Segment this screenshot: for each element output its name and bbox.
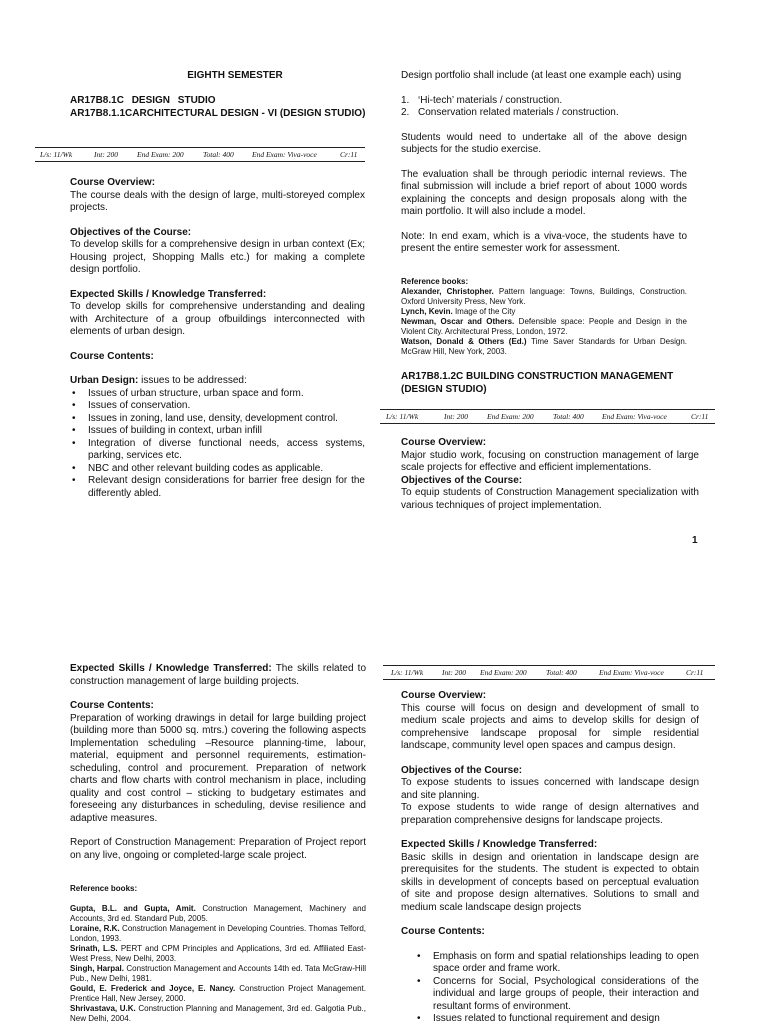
list-item: • Concerns for Social, Psychological considerations of the individual and large groups of people, their interaction and resultant forms of environment.: [415, 976, 699, 1014]
list-item: • Issues in zoning, land use, density, development control.: [70, 413, 365, 426]
objectives-text: To develop skills for a comprehensive design in urban context (Ex; Housing project, Shopping Malls etc.) for making a complete design portfolio.: [70, 239, 365, 275]
refs-heading: Reference books:: [401, 277, 469, 286]
left-column-1: [70, 177, 365, 500]
reference-item: Shrivastava, U.K. Construction Planning and Management, 3rd ed. Galgotia Pub., New Delhi, 2004.: [70, 1004, 366, 1023]
report-text: Report of Construction Management: Preparation of Project report on any live, ongoing or completed-large scale project.: [70, 837, 366, 861]
skills-text: To develop skills for comprehensive understanding and dealing with Architecture of a group ofbuildings interconnected with elements of urban design.: [70, 301, 365, 337]
course2-title: AR17B8.1.2C BUILDING CONSTRUCTION MANAGEMENT (DESIGN STUDIO): [401, 371, 674, 395]
credit-end-exam: End Exam: 200: [487, 412, 534, 421]
overview-text: This course will focus on design and development of small to medium scale projects and aims to develop skills for design of comprehensive landscape proposal for simple residential landscape, community level open spaces and campus design.: [401, 702, 699, 751]
reference-item: Lynch, Kevin. Image of the City: [401, 307, 516, 316]
skills-para: [70, 663, 366, 688]
list-item: • Integration of diverse functional needs, access systems, parking, services etc.: [70, 438, 365, 463]
note-text: Note: In end exam, which is a viva-voce, the students have to present the entire semester work for assessment.: [401, 230, 687, 254]
reference-item: Gould, E. Frederick and Joyce, E. Nancy. Construction Project Management. Prentice Hall, New Jersey, 2000.: [70, 984, 366, 1003]
reference-item: Alexander, Christopher. Pattern language: Towns, Buildings, Construction. Oxford University Press, New York.: [401, 287, 687, 306]
skills-heading: Expected Skills / Knowledge Transferred:: [401, 839, 598, 850]
overview-heading: Course Overview:: [70, 177, 156, 188]
right-column-2: [401, 690, 699, 1026]
overview-text: The course deals with the design of large, multi-storeyed complex projects.: [70, 189, 365, 213]
credit-viva: End Exam: Viva-voce: [252, 150, 317, 159]
portfolio-list: [401, 95, 687, 120]
c2-objectives-text: To equip students of Construction Management specialization with various techniques of project implementation.: [401, 487, 699, 511]
overview-heading: Course Overview:: [401, 690, 487, 701]
credit-viva: End Exam: Viva-voce: [599, 668, 664, 677]
page-number: 1: [692, 535, 698, 546]
c2-overview-heading: Course Overview:: [401, 437, 487, 448]
list-item: • Issues of building in context, urban infill: [70, 425, 365, 438]
contents-text: Preparation of working drawings in detail for large building project (building more than 5000 sq. mtrs.) covering the following aspects Implementation scheduling –Resource planning-time, labour, material, equipment and personnel requirements, estimation-scheduling, control and procurement. Preparation of network charts and flow charts with control mechanism in place, including quality and cost control – sticking to budgetary estimates and foreseeing any disturbances in scheduling, devise resilience and adaptive measures.: [70, 712, 366, 824]
credits-bar: [380, 409, 715, 424]
credit-cr: Cr:11: [686, 668, 704, 677]
credits-bar: [35, 147, 365, 162]
right-column-1: [401, 70, 687, 256]
skills-text: The skills related to construction management of large building projects.: [70, 663, 367, 687]
credits-bar: [383, 665, 715, 680]
credit-lts: L/s: 11/Wk: [40, 150, 73, 159]
semester-title: EIGHTH SEMESTER: [187, 70, 283, 81]
credit-cr: Cr:11: [340, 150, 358, 159]
list-item: • NBC and other relevant building codes as applicable.: [70, 463, 365, 476]
list-item: • Relevant design considerations for barrier free design for the differently abled.: [70, 475, 365, 500]
left-column-2: [70, 663, 366, 862]
list-item: • Issues of urban structure, urban space and form.: [70, 388, 365, 401]
contents-heading: Course Contents:: [401, 926, 485, 937]
contents-heading: Course Contents:: [70, 350, 154, 362]
credit-lts: L/s: 11/Wk: [391, 668, 424, 677]
skills-text: Basic skills in design and orientation in landscape design are prerequisites for the students. The student is expected to obtain skills in development of concepts based on perceptual evaluation of site and propose design alternatives. Solutions to small and medium scale landscape design projects: [401, 851, 699, 913]
skills-heading: Expected Skills / Knowledge Transferred:: [70, 288, 267, 300]
credit-int: Int: 200: [444, 412, 468, 421]
landscape-issues-list: [401, 951, 699, 1026]
credit-viva: End Exam: Viva-voce: [602, 412, 667, 421]
urban-design-label: Urban Design:: [70, 375, 139, 386]
credit-end-exam: End Exam: 200: [480, 668, 527, 677]
credit-int: Int: 200: [94, 150, 118, 159]
reference-item: Watson, Donald & Others (Ed.) Time Saver Standards for Urban Design. McGraw Hill, New York, 2003.: [401, 337, 687, 356]
list-item: 1. ‘Hi-tech’ materials / construction.: [401, 94, 563, 106]
reference-item: Singh, Harpal. Construction Management and Accounts 14th ed. Tata McGraw-Hill Pub., New Delhi, 1981.: [70, 964, 366, 983]
students-text: Students would need to undertake all of the above design subjects for the studio exercise.: [401, 131, 687, 155]
urban-design-text: issues to be addressed:: [138, 375, 247, 386]
credit-cr: Cr:11: [691, 412, 709, 421]
urban-issues-list: [70, 388, 365, 501]
urban-design-line: [70, 375, 365, 388]
list-item: • Emphasis on form and spatial relationships leading to open space order and frame work.: [415, 951, 699, 976]
objectives-heading: Objectives of the Course:: [401, 764, 523, 776]
objectives-heading: Objectives of the Course:: [70, 226, 192, 238]
credit-end-exam: End Exam: 200: [137, 150, 184, 159]
list-item: 2. Conservation related materials / construction.: [401, 107, 619, 118]
credit-int: Int: 200: [442, 668, 466, 677]
reference-books-1: [401, 277, 687, 357]
course-code: AR17B8.1C DESIGN STUDIO: [70, 95, 216, 106]
c2-overview-text: Major studio work, focusing on construction management of large scale projects for effective and efficient implementations.: [401, 449, 699, 473]
reference-item: Loraine, R.K. Construction Management in Developing Countries. Thomas Telford, London, 1993.: [70, 924, 366, 943]
contents-heading: Course Contents:: [70, 700, 154, 711]
course-subtitle: AR17B8.1.1CARCHITECTURAL DESIGN - VI (DESIGN STUDIO): [70, 108, 366, 119]
reference-books-2: [70, 904, 366, 1024]
reference-item: Gupta, B.L. and Gupta, Amit. Construction Management, Machinery and Accounts, 3rd ed. Standard Pub, 2005.: [70, 904, 366, 923]
objectives-text-1: To expose students to issues concerned with landscape design and site planning.: [401, 777, 699, 801]
evaluation-text: The evaluation shall be through periodic internal reviews. The final submission will include a brief report of about 1000 words explaining the concepts and design proposals along with the main portfolio. It will also include a model.: [401, 168, 687, 217]
portfolio-text: Design portfolio shall include (at least one example each) using: [401, 70, 682, 81]
refs-heading: Reference books:: [70, 884, 138, 893]
list-item: • Issues related to functional requirement and design: [415, 1013, 699, 1026]
credit-total: Total: 400: [546, 668, 577, 677]
reference-item: Srinath, L.S. PERT and CPM Principles and Applications, 3rd ed. Affiliated East-West Press, New Delhi, 2003.: [70, 944, 367, 963]
skills-heading: Expected Skills / Knowledge Transferred:: [70, 663, 272, 674]
course2-section: [401, 437, 699, 512]
credit-total: Total: 400: [553, 412, 584, 421]
objectives-text-2: To expose students to wide range of design alternatives and preparation comprehensive designs for landscape projects.: [401, 802, 699, 826]
credit-lts: L/s: 11/Wk: [386, 412, 419, 421]
credit-total: Total: 400: [203, 150, 234, 159]
list-item: • Issues of conservation.: [70, 400, 365, 413]
reference-item: Newman, Oscar and Others. Defensible space: People and Design in the Violent City. Architectural Press, London, 1972.: [401, 317, 688, 336]
c2-objectives-heading: Objectives of the Course:: [401, 474, 523, 486]
